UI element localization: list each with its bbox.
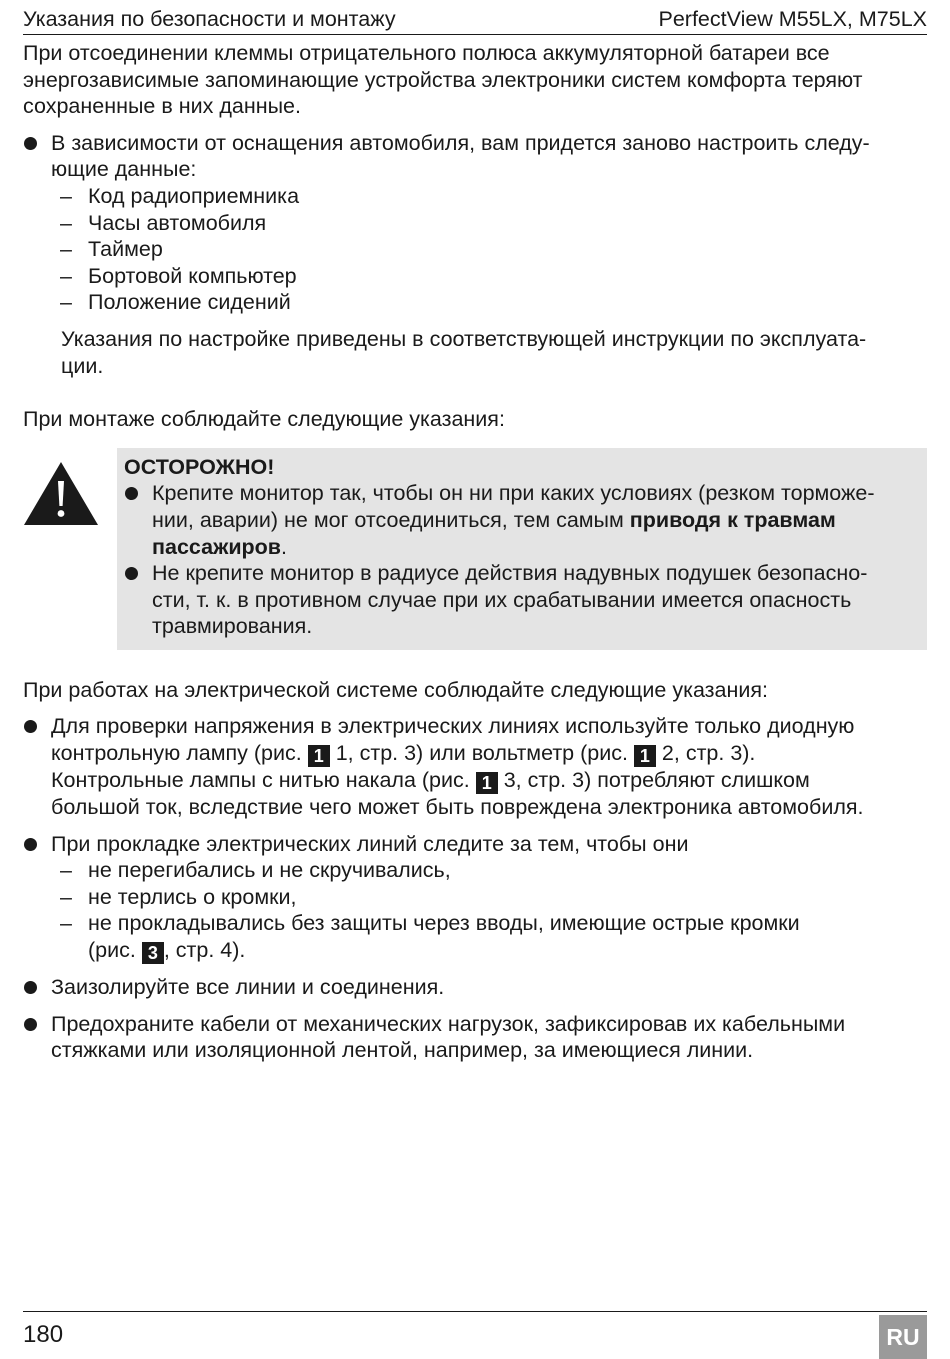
dash-item: – не перегибались и не скручивались, (60, 858, 451, 883)
page-content (23, 40, 927, 1064)
bullet-protect-cables: Предохраните кабели от механических нагрузок, зафиксировав их кабельными стяжками или изоляционной лентой, например, за имеющиеся линии. (23, 1011, 927, 1064)
header-section-title: Указания по безопасности и монтажу (23, 7, 396, 31)
bullet-insulate: Заизолируйте все линии и соединения. (23, 974, 927, 1001)
bullet-dot-icon (24, 838, 37, 851)
warning-title: ОСТОРОЖНО! (124, 454, 275, 479)
dash-item: – Положение сидений (60, 290, 291, 315)
bullet-dot-icon (24, 1018, 37, 1031)
bullet-dot-icon (24, 981, 37, 994)
page-header (23, 4, 927, 35)
warning-triangle-icon (23, 460, 99, 526)
dash-item: – не терлись о кромки, (60, 884, 297, 909)
dash-item: – Таймер (60, 237, 163, 262)
electrical-intro: При работах на электрической системе соблюдайте следующие указания: (23, 677, 768, 702)
bullet-dot-icon (24, 137, 37, 150)
bullet-cable-routing: При прокладке электрических линий следите за тем, чтобы они (23, 831, 927, 858)
intro-paragraph: При отсоединении клеммы отрицательного полюса аккумуляторной батареи все энергозависимые запоминающие устройства электроники систем комфорта теряют сохраненные в них данные. (23, 41, 863, 119)
dash-item: – Часы автомобиля (60, 210, 267, 235)
dash-item: – Код радиоприемника (60, 183, 300, 208)
page-number: 180 (23, 1321, 64, 1348)
mounting-intro: При монтаже соблюдайте следующие указания: (23, 407, 505, 432)
dash-item: – не прокладывались без защиты через вводы, имеющие острые кромки (60, 911, 800, 936)
language-badge: RU (879, 1315, 927, 1359)
warning-block (23, 448, 927, 650)
footer-divider (23, 1311, 927, 1312)
bullet-voltage-check: Для проверки напряжения в электрических линиях используйте только диодную контрольную лампу (рис. 1 1, стр. 3) или вольтметр (рис. 1 2, стр. 3). Контрольные лампы с нитью накала (рис. 1 3, стр. 3) потребляют слишком большой ток, вследствие чего может быть повреждена электроника автомобиля. (23, 713, 927, 820)
figure-ref-badge: 3 (142, 942, 164, 964)
bullet-reset-data (23, 130, 927, 183)
warning-bullet: Крепите монитор так, чтобы он ни при каких условиях (резком торможе- нии, аварии) не мог отсоединиться, тем самым приводя к травмам пассажиров. (124, 480, 917, 560)
settings-note: Указания по настройке приведены в соответствующей инструкции по эксплуата- ции. (61, 326, 867, 378)
header-product-name: PerfectView M55LX, M75LX (658, 7, 927, 31)
warning-bullet: Не крепите монитор в радиусе действия надувных подушек безопасно- сти, т. к. в противном случае при их срабатывании имеется опасность травмирования. (124, 560, 917, 640)
warning-box (117, 448, 927, 650)
dash-item: – Бортовой компьютер (60, 263, 297, 288)
bullet-dot-icon (125, 567, 138, 580)
bullet-text-line: В зависимости от оснащения автомобиля, вам придется заново настроить следу- (51, 130, 870, 155)
bullet-text-line: ющие данные: (51, 157, 197, 182)
bullet-dot-icon (24, 720, 37, 733)
bullet-dot-icon (125, 487, 138, 500)
figure-ref-badge: 1 (634, 745, 656, 767)
figure-ref-badge: 1 (308, 745, 330, 767)
dash-item-continuation: (рис. 3 , стр. 4). (88, 938, 246, 964)
figure-ref-badge: 1 (476, 772, 498, 794)
